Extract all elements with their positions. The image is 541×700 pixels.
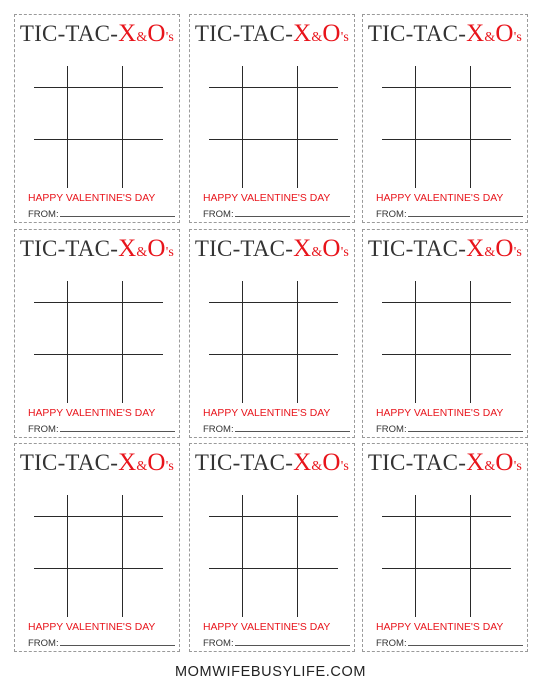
title-o: O xyxy=(495,449,514,476)
from-label: FROM: xyxy=(376,209,407,220)
from-label: FROM: xyxy=(28,209,59,220)
grid-vertical-line xyxy=(470,281,471,403)
valentine-card xyxy=(189,229,355,438)
title-o: O xyxy=(495,235,514,262)
from-blank-line xyxy=(408,423,523,432)
title-o: O xyxy=(322,20,341,47)
grid-vertical-line xyxy=(242,66,243,188)
from-label: FROM: xyxy=(376,424,407,435)
valentine-greeting: HAPPY VALENTINE'S DAY xyxy=(376,408,504,419)
grid-vertical-line xyxy=(297,281,298,403)
valentine-card xyxy=(14,229,180,438)
title-x: X xyxy=(293,20,312,47)
from-label: FROM: xyxy=(203,424,234,435)
from-field xyxy=(28,208,175,220)
title-o: O xyxy=(322,235,341,262)
title-ampersand: & xyxy=(484,30,496,45)
from-field xyxy=(203,208,350,220)
grid-horizontal-line xyxy=(382,354,511,355)
grid-vertical-line xyxy=(67,281,68,403)
grid-horizontal-line xyxy=(209,139,338,140)
from-field xyxy=(203,423,350,435)
valentine-greeting: HAPPY VALENTINE'S DAY xyxy=(28,193,156,204)
grid-horizontal-line xyxy=(34,302,163,303)
grid-vertical-line xyxy=(242,281,243,403)
title-ampersand: & xyxy=(484,245,496,260)
grid-vertical-line xyxy=(67,495,68,617)
title-o: O xyxy=(322,449,341,476)
grid-horizontal-line xyxy=(34,139,163,140)
grid-vertical-line xyxy=(470,66,471,188)
grid-horizontal-line xyxy=(382,139,511,140)
from-blank-line xyxy=(60,208,175,217)
title-suffix: 's xyxy=(513,30,523,45)
from-label: FROM: xyxy=(203,638,234,649)
title-prefix: TIC-TAC- xyxy=(19,21,119,46)
title-o: O xyxy=(147,235,166,262)
valentine-card xyxy=(362,443,528,652)
title-suffix: 's xyxy=(165,30,175,45)
title-suffix: 's xyxy=(165,245,175,260)
title-o: O xyxy=(495,20,514,47)
valentine-card xyxy=(14,443,180,652)
grid-horizontal-line xyxy=(382,516,511,517)
title-suffix: 's xyxy=(340,30,350,45)
title-ampersand: & xyxy=(311,30,323,45)
valentine-greeting: HAPPY VALENTINE'S DAY xyxy=(28,622,156,633)
valentine-card xyxy=(189,14,355,223)
title-x: X xyxy=(293,235,312,262)
title-suffix: 's xyxy=(340,245,350,260)
from-blank-line xyxy=(408,208,523,217)
title-x: X xyxy=(466,235,485,262)
grid-vertical-line xyxy=(415,66,416,188)
valentine-card xyxy=(189,443,355,652)
valentine-card xyxy=(362,14,528,223)
title-suffix: 's xyxy=(513,245,523,260)
grid-vertical-line xyxy=(67,66,68,188)
grid-vertical-line xyxy=(242,495,243,617)
grid-horizontal-line xyxy=(34,354,163,355)
title-ampersand: & xyxy=(136,459,148,474)
from-blank-line xyxy=(235,208,350,217)
from-field xyxy=(28,637,175,649)
title-suffix: 's xyxy=(165,459,175,474)
title-ampersand: & xyxy=(311,245,323,260)
grid-vertical-line xyxy=(122,66,123,188)
title-prefix: TIC-TAC- xyxy=(194,21,294,46)
from-label: FROM: xyxy=(203,209,234,220)
grid-horizontal-line xyxy=(209,568,338,569)
title-x: X xyxy=(118,235,137,262)
valentine-greeting: HAPPY VALENTINE'S DAY xyxy=(376,622,504,633)
title-x: X xyxy=(466,449,485,476)
from-label: FROM: xyxy=(28,424,59,435)
title-suffix: 's xyxy=(513,459,523,474)
from-field xyxy=(376,637,523,649)
title-prefix: TIC-TAC- xyxy=(367,21,467,46)
grid-horizontal-line xyxy=(209,354,338,355)
site-footer: MOMWIFEBUSYLIFE.COM xyxy=(174,664,367,680)
title-x: X xyxy=(293,449,312,476)
title-o: O xyxy=(147,20,166,47)
valentine-greeting: HAPPY VALENTINE'S DAY xyxy=(28,408,156,419)
grid-horizontal-line xyxy=(209,516,338,517)
title-x: X xyxy=(118,449,137,476)
title-ampersand: & xyxy=(136,30,148,45)
from-label: FROM: xyxy=(376,638,407,649)
title-ampersand: & xyxy=(311,459,323,474)
grid-vertical-line xyxy=(297,495,298,617)
from-field xyxy=(376,423,523,435)
grid-horizontal-line xyxy=(34,516,163,517)
grid-vertical-line xyxy=(415,495,416,617)
grid-horizontal-line xyxy=(209,302,338,303)
from-field xyxy=(28,423,175,435)
grid-vertical-line xyxy=(297,66,298,188)
title-ampersand: & xyxy=(484,459,496,474)
title-prefix: TIC-TAC- xyxy=(194,450,294,475)
grid-vertical-line xyxy=(415,281,416,403)
grid-vertical-line xyxy=(122,281,123,403)
from-blank-line xyxy=(235,637,350,646)
valentine-greeting: HAPPY VALENTINE'S DAY xyxy=(376,193,504,204)
valentine-card xyxy=(14,14,180,223)
valentine-greeting: HAPPY VALENTINE'S DAY xyxy=(203,408,331,419)
title-prefix: TIC-TAC- xyxy=(194,236,294,261)
title-x: X xyxy=(118,20,137,47)
grid-horizontal-line xyxy=(382,302,511,303)
grid-horizontal-line xyxy=(382,568,511,569)
valentine-card xyxy=(362,229,528,438)
from-field xyxy=(203,637,350,649)
grid-horizontal-line xyxy=(34,568,163,569)
title-suffix: 's xyxy=(340,459,350,474)
from-blank-line xyxy=(60,637,175,646)
from-blank-line xyxy=(60,423,175,432)
from-blank-line xyxy=(408,637,523,646)
grid-vertical-line xyxy=(122,495,123,617)
title-ampersand: & xyxy=(136,245,148,260)
valentine-greeting: HAPPY VALENTINE'S DAY xyxy=(203,622,331,633)
grid-horizontal-line xyxy=(382,87,511,88)
valentine-greeting: HAPPY VALENTINE'S DAY xyxy=(203,193,331,204)
title-prefix: TIC-TAC- xyxy=(367,236,467,261)
from-blank-line xyxy=(235,423,350,432)
grid-vertical-line xyxy=(470,495,471,617)
title-prefix: TIC-TAC- xyxy=(367,450,467,475)
title-prefix: TIC-TAC- xyxy=(19,450,119,475)
title-x: X xyxy=(466,20,485,47)
title-o: O xyxy=(147,449,166,476)
title-prefix: TIC-TAC- xyxy=(19,236,119,261)
from-label: FROM: xyxy=(28,638,59,649)
from-field xyxy=(376,208,523,220)
grid-horizontal-line xyxy=(34,87,163,88)
grid-horizontal-line xyxy=(209,87,338,88)
